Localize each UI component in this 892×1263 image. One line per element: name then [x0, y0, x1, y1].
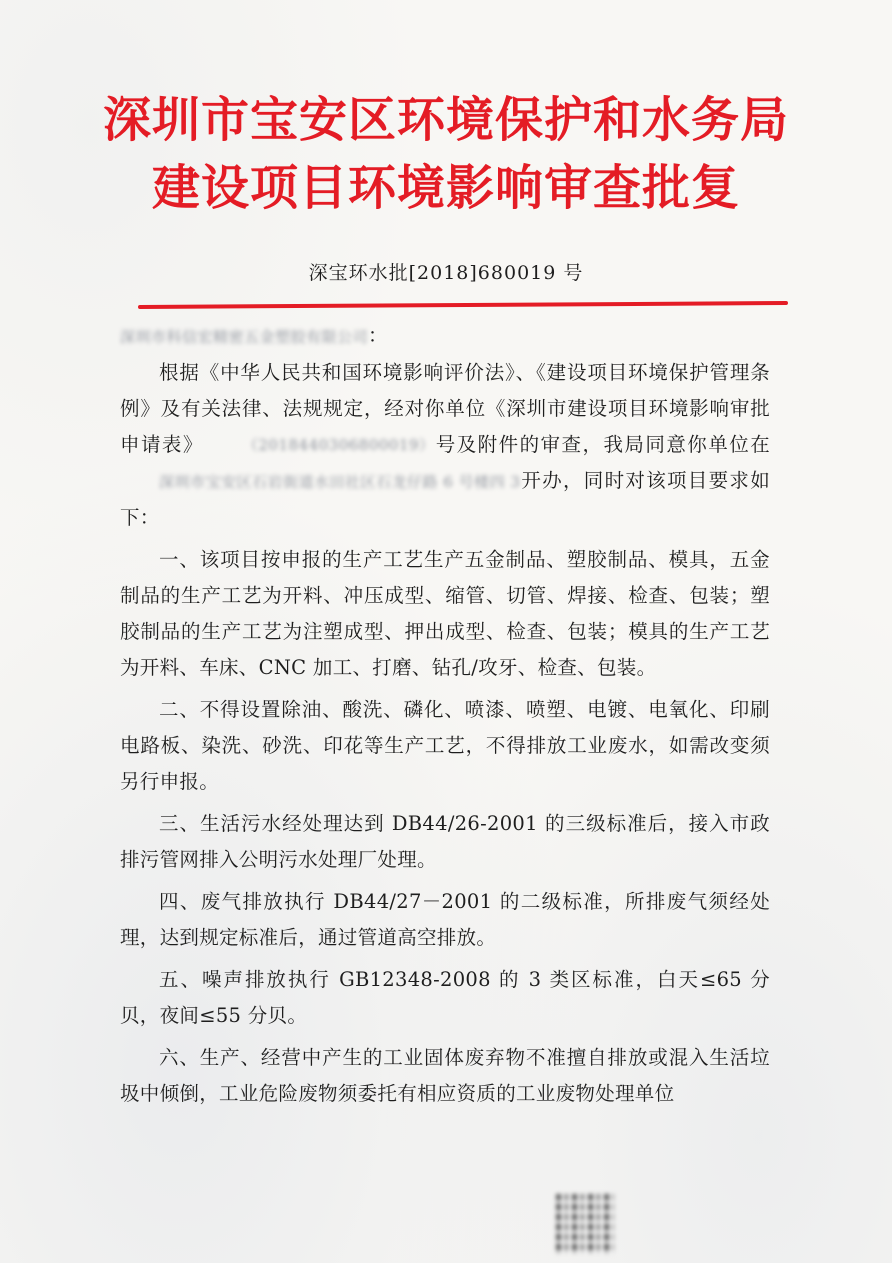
intro-part1: 根据《中华人民共和国环境影响评价法》、《建设项目环境保护管理条例》及有关法律、法规规定，经对你单位《深圳市建设项目环境影响审批申请表》: [120, 360, 770, 456]
document-number: 深宝环水批[2018]680019 号: [308, 262, 584, 284]
addressee-colon: ：: [368, 324, 388, 347]
intro-paragraph: [120, 355, 770, 536]
requirement-item-3: 三、生活污水经处理达到 DB44/26-2001 的三级标准后，接入市政排污管网排入公明污水处理厂处理。: [120, 811, 770, 871]
document-title-line1: 深圳市宝安区环境保护和水务局: [102, 92, 789, 148]
document-body: [120, 318, 770, 1112]
document-title-line2: 建设项目环境影响审查批复: [151, 160, 740, 216]
requirement-item-1: 一、该项目按申报的生产工艺生产五金制品、塑胶制品、模具，五金制品的生产工艺为开料、冲压成型、缩管、切管、焊接、检查、包装；塑胶制品的生产工艺为注塑成型、押出成型、检查、包装；模具的生产工艺为开料、车床、CNC 加工、打磨、钻孔/攻牙、检查、包装。: [120, 547, 770, 679]
intro-part3: 开办，同时对该项目要求如下：: [120, 469, 770, 529]
addressee-company-redacted: 深圳市科信宏精密五金塑胶有限公司: [120, 327, 369, 346]
requirement-item-5: 五、噪声排放执行 GB12348-2008 的 3 类区标准，白天≤65 分贝，夜间≤55 分贝。: [120, 967, 770, 1027]
qr-code-icon: [556, 1194, 614, 1254]
project-address-redacted: 深圳市宝安区石岩街道水田社区石龙仔路 6 号楼四 3: [159, 472, 521, 491]
requirement-item-6: 六、生产、经营中产生的工业固体废弃物不准擅自排放或混入生活垃圾中倾倒，工业危险废物须委托有相应资质的工业废物处理单位: [120, 1045, 770, 1105]
intro-part2: 号及附件的审查，我局同意你单位在: [434, 432, 770, 456]
addressee-line: [120, 318, 770, 355]
requirement-item-2: 二、不得设置除油、酸洗、磷化、喷漆、喷塑、电镀、电氧化、印刷电路板、染洗、砂洗、印花等生产工艺，不得排放工业废水，如需改变须另行申报。: [120, 697, 770, 793]
requirement-item-4: 四、废气排放执行 DB44/27－2001 的二级标准，所排废气须经处理，达到规定标准后，通过管道高空排放。: [120, 889, 770, 949]
application-number-redacted: （2018440306800019）: [242, 436, 435, 454]
